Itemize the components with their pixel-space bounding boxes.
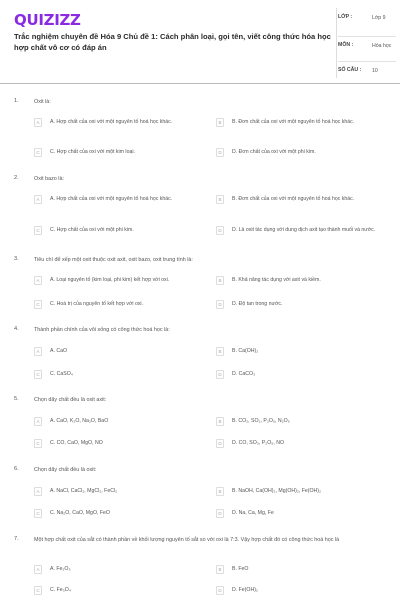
option-key-box: D — [216, 300, 224, 309]
quizizz-logo: QUIZIZZ — [14, 11, 81, 29]
question-text: Thành phần chính của vôi sống có công thức hoá học là: — [34, 327, 170, 333]
option-key-box: D — [216, 586, 224, 595]
option-key-box: C — [34, 509, 42, 518]
meta-divider — [336, 8, 337, 78]
question-number: 2. — [14, 175, 19, 181]
option-text: C. CO, CaO, MgO, NO — [50, 440, 103, 446]
option-text: A. Hợp chất của oxi với một nguyên tố hoá học khác. — [50, 119, 173, 125]
question-number: 6. — [14, 466, 19, 472]
option-key-box: B — [216, 276, 224, 285]
option-text: C. Hợp chất của oxi với một phi kim. — [50, 227, 134, 233]
option-key-box: B — [216, 347, 224, 356]
option-text: A. NaCl, CaCl₂, MgCl₂, FeCl₂ — [50, 488, 118, 494]
question-text: Chọn dãy chất đều là oxit axit: — [34, 397, 107, 403]
question-text: Oxit là: — [34, 99, 51, 105]
option-text: D. CO, SO₃, P₂O₅, NO — [232, 440, 285, 446]
option-text: B. Khả năng tác dụng với axit và kiềm. — [232, 277, 321, 283]
option-key-box: A — [34, 347, 42, 356]
option-key-box: A — [34, 487, 42, 496]
question-number: 3. — [14, 256, 19, 262]
option-key-box: A — [34, 118, 42, 127]
option-text: D. Độ tan trong nước. — [232, 301, 283, 307]
option-key-box: D — [216, 370, 224, 379]
meta-subject-value: Hóa học — [372, 43, 392, 49]
meta-separator — [338, 61, 396, 62]
option-text: D. Là oxit tác dụng với dung dịch axit tạo thành muối và nước. — [232, 227, 376, 233]
option-text: D. Na, Ca, Mg, Fe — [232, 510, 274, 516]
option-text: B. NaOH, Ca(OH)₂, Mg(OH)₂, Fe(OH)₂ — [232, 488, 322, 494]
question-number: 1. — [14, 98, 19, 104]
option-key-box: C — [34, 148, 42, 157]
option-text: B. Đơn chất của oxi với một nguyên tố hoá học khác. — [232, 119, 355, 125]
option-text: C. Hoá trị của nguyên tố kết hợp với oxi. — [50, 301, 144, 307]
worksheet-header — [0, 0, 400, 84]
option-key-box: C — [34, 226, 42, 235]
option-key-box: C — [34, 586, 42, 595]
option-text: D. CaCO₃ — [232, 371, 256, 377]
option-text: B. Đơn chất của oxi với một nguyên tố hoá học khác. — [232, 196, 355, 202]
option-key-box: A — [34, 195, 42, 204]
option-key-box: B — [216, 487, 224, 496]
question-text: Tiêu chí để xếp một oxit thuộc oxit axit, oxit bazo, oxit trung tính là: — [34, 257, 193, 263]
option-key-box: A — [34, 565, 42, 574]
option-text: A. CaO — [50, 348, 68, 354]
option-key-box: B — [216, 565, 224, 574]
question-text: Oxit bazo là: — [34, 176, 64, 182]
option-key-box: B — [216, 195, 224, 204]
question-number: 5. — [14, 396, 19, 402]
question-number: 7. — [14, 536, 19, 542]
question-text: Một hợp chất oxit của sắt có thành phần về khối lượng nguyên tố sắt so với oxi là 7:3. Vậy hợp chất đó có công thức hoá học là — [34, 537, 340, 543]
worksheet-title: Trắc nghiệm chuyên đề Hóa 9 Chủ đề 1: Cách phân loại, gọi tên, viết công thức hóa học hợp chất vô cơ có đáp án — [14, 32, 331, 52]
option-text: D. Fe(OH)₂ — [232, 587, 258, 593]
option-text: A. Loại nguyên tố (kim loại, phi kim) kết hợp với oxi. — [50, 277, 170, 283]
option-text: A. Hợp chất của oxi với một nguyên tố hoá học khác. — [50, 196, 173, 202]
option-text: B. CO₂, SO₂, P₂O₅, N₂O₅ — [232, 418, 290, 424]
option-key-box: D — [216, 226, 224, 235]
question-text: Chọn dãy chất đều là oxit: — [34, 467, 97, 473]
meta-subject-label: MÔN : — [338, 42, 354, 48]
meta-count-value: 10 — [372, 68, 378, 74]
option-key-box: D — [216, 148, 224, 157]
meta-grade-label: LỚP : — [338, 14, 353, 20]
meta-grade-value: Lớp 9 — [372, 15, 386, 21]
meta-count-label: SỐ CÂU : — [338, 67, 362, 73]
option-text: C. CaSO₄ — [50, 371, 73, 377]
option-text: D. Đơn chất của oxi với một phi kim. — [232, 149, 316, 155]
option-key-box: C — [34, 439, 42, 448]
option-key-box: A — [34, 417, 42, 426]
option-key-box: A — [34, 276, 42, 285]
option-key-box: D — [216, 439, 224, 448]
option-text: B. FeO — [232, 566, 249, 572]
option-key-box: D — [216, 509, 224, 518]
meta-separator — [338, 36, 396, 37]
option-text: A. Fe₂O₃ — [50, 566, 71, 572]
option-key-box: C — [34, 300, 42, 309]
option-text: A. CaO, K₂O, Na₂O, BaO — [50, 418, 109, 424]
option-key-box: B — [216, 417, 224, 426]
option-key-box: C — [34, 370, 42, 379]
option-text: B. Ca(OH)₂ — [232, 348, 259, 354]
option-text: C. Fe₃O₄ — [50, 587, 71, 593]
option-text: C. Hợp chất của oxi với một kim loại. — [50, 149, 135, 155]
option-text: C. Na₂O, CaO, MgO, FeO — [50, 510, 110, 516]
option-key-box: B — [216, 118, 224, 127]
question-number: 4. — [14, 326, 19, 332]
